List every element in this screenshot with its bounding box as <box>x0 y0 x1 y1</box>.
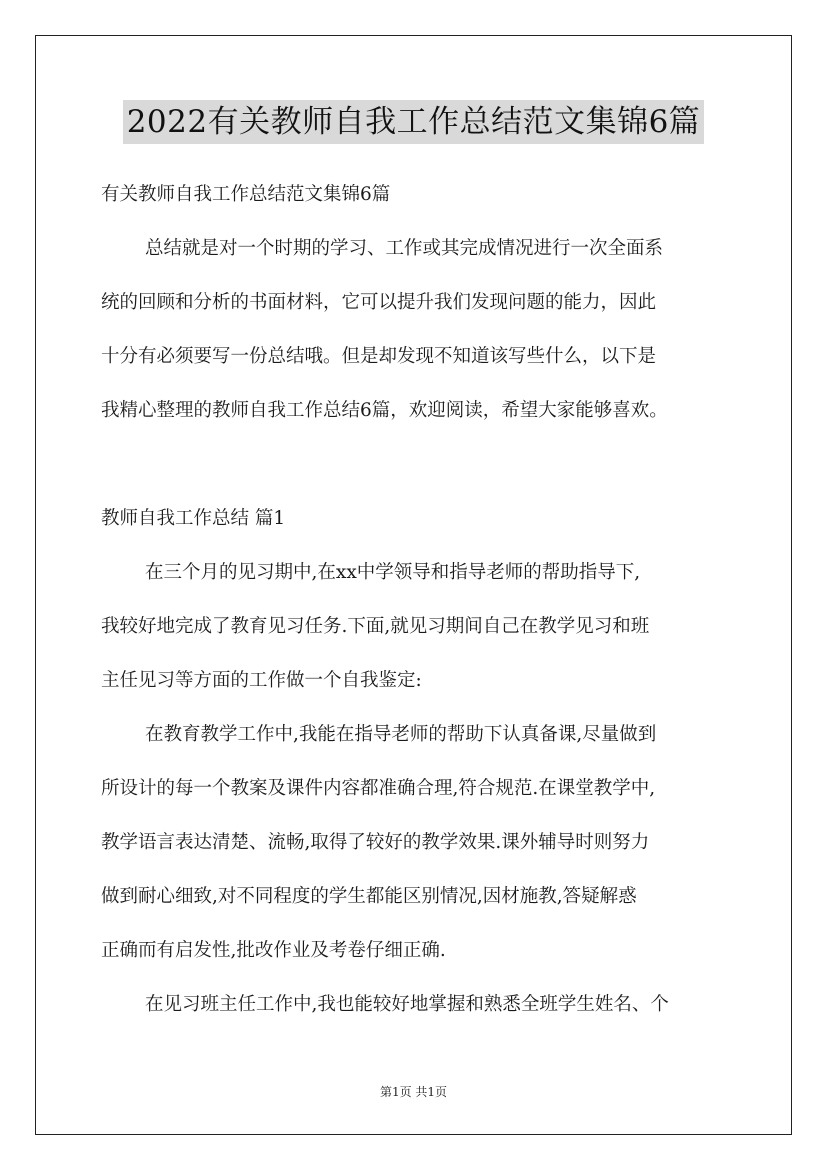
paragraph-line: 在三个月的见习期中,在xx中学领导和指导老师的帮助指导下, <box>145 562 641 583</box>
paragraph-line: 在见习班主任工作中,我也能较好地掌握和熟悉全班学生姓名、个 <box>145 994 669 1015</box>
paragraph-line: 教学语言表达清楚、流畅,取得了较好的教学效果.课外辅导时则努力 <box>101 832 650 853</box>
document-subtitle: 有关教师自我工作总结范文集锦6篇 <box>101 184 391 205</box>
document-title: 2022有关教师自我工作总结范文集锦6篇 <box>123 100 705 144</box>
intro-line: 统的回顾和分析的书面材料，它可以提升我们发现问题的能力，因此 <box>101 292 657 313</box>
page-footer: 第1页 共1页 <box>379 1085 448 1099</box>
paragraph-gap <box>101 438 741 492</box>
paragraph-line: 做到耐心细致,对不同程度的学生都能区别情况,因材施教,答疑解惑 <box>101 886 637 907</box>
paragraph-line: 正确而有启发性,批改作业及考卷仔细正确. <box>101 940 446 961</box>
document-body <box>101 168 741 1032</box>
paragraph-line: 我较好地完成了教育见习任务.下面,就见习期间自己在教学见习和班 <box>101 616 650 637</box>
intro-line: 十分有必须要写一份总结哦。但是却发现不知道该写些什么，以下是 <box>101 346 657 367</box>
intro-line: 我精心整理的教师自我工作总结6篇，欢迎阅读，希望大家能够喜欢。 <box>101 400 668 421</box>
paragraph-line: 主任见习等方面的工作做一个自我鉴定: <box>101 670 422 691</box>
intro-line: 总结就是对一个时期的学习、工作或其完成情况进行一次全面系 <box>145 238 664 259</box>
section-heading: 教师自我工作总结 篇1 <box>101 508 286 529</box>
paragraph-line: 在教育教学工作中,我能在指导老师的帮助下认真备课,尽量做到 <box>145 724 657 745</box>
title-container <box>0 100 827 144</box>
paragraph-line: 所设计的每一个教案及课件内容都准确合理,符合规范.在课堂教学中, <box>101 778 656 799</box>
